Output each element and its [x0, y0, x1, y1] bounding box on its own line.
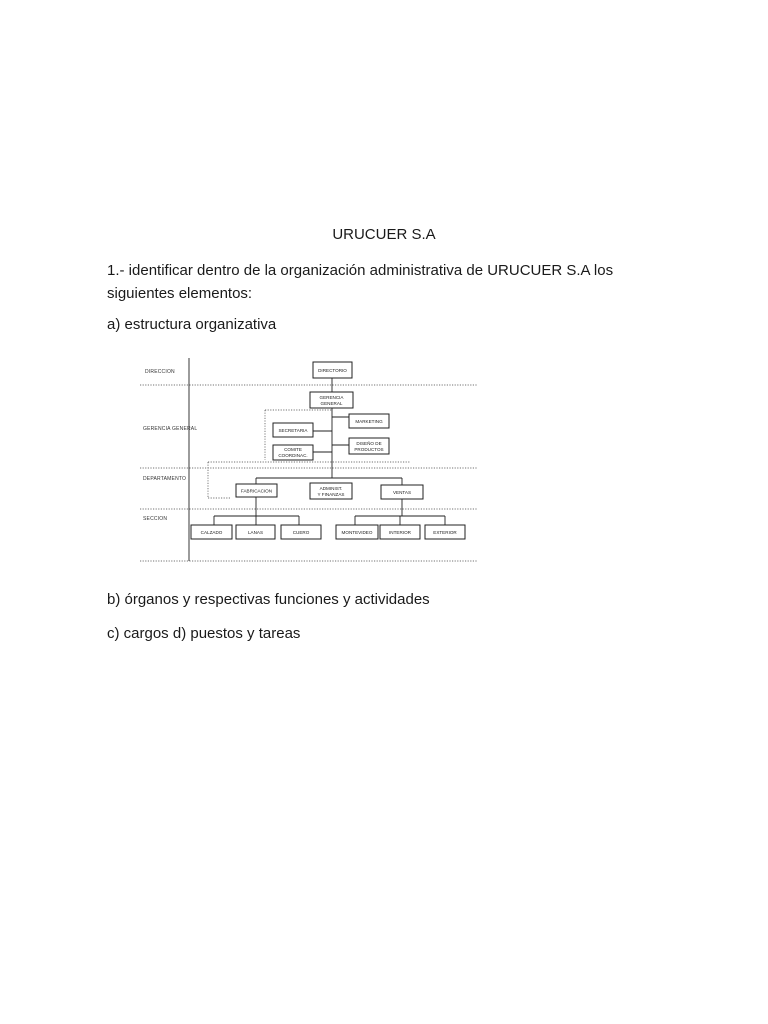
- node-gerencia-label-1: GERENCIA: [319, 395, 344, 400]
- node-diseno-productos: [349, 438, 389, 454]
- node-cuero: [281, 525, 321, 539]
- node-comite-label-1: COMITE: [284, 447, 302, 452]
- node-marketing: [349, 414, 389, 428]
- node-exterior-label: EXTERIOR: [433, 530, 457, 535]
- level-label-departamento: DEPARTAMENTO: [143, 476, 187, 482]
- level-label-direccion: DIRECCION: [145, 369, 175, 375]
- node-lanas-label: LANAS: [247, 530, 264, 535]
- node-interior-label: INTERIOR: [389, 530, 411, 535]
- node-secretaria: [273, 423, 313, 437]
- node-marketing-label: MARKETING: [355, 419, 383, 424]
- node-fabricacion-label: FABRICACION: [240, 488, 273, 494]
- node-gerencia-general: [310, 392, 353, 408]
- node-interior: [380, 525, 420, 539]
- node-diseno-label-2: PRODUCTOS: [354, 447, 384, 452]
- node-gerencia-label-2: GENERAL: [320, 401, 343, 406]
- node-directorio: [313, 362, 352, 378]
- org-chart-svg: [140, 352, 480, 564]
- node-exterior: [425, 525, 465, 539]
- node-directorio-label: DIRECTORIO: [318, 368, 347, 373]
- document-title: URUCUER S.A: [332, 226, 436, 243]
- node-diseno-label-1: DISEÑO DE: [356, 441, 382, 446]
- node-admin-finanzas: [310, 483, 352, 499]
- item-b: b) órganos y respectivas funciones y actividades: [107, 591, 430, 608]
- node-calzado-label: CALZADO: [200, 530, 223, 535]
- item-a: a) estructura organizativa: [107, 316, 277, 333]
- node-fabricacion: [236, 484, 277, 497]
- node-montevideo-label: MONTEVIDEO: [341, 530, 373, 535]
- node-comite-label-2: COORDINAC.: [278, 453, 308, 458]
- level-label-gerencia: GERENCIA GENERAL: [143, 426, 198, 432]
- node-admin-label-1: ADMINIST.: [319, 486, 343, 491]
- node-ventas-label: VENTAS: [392, 490, 412, 495]
- node-ventas: [381, 485, 423, 499]
- item-c: c) cargos d) puestos y tareas: [107, 625, 301, 642]
- question-intro: 1.- identificar dentro de la organización administrativa de URUCUER S.A los siguientes elementos:: [107, 262, 614, 302]
- node-calzado: [191, 525, 232, 539]
- level-label-seccion: SECCION: [143, 516, 168, 522]
- node-secretaria-label: SECRETARIA: [278, 428, 308, 433]
- node-admin-label-2: Y FINANZAS: [317, 492, 345, 497]
- node-cuero-label: CUERO: [292, 530, 310, 535]
- node-lanas: [236, 525, 275, 539]
- node-montevideo: [336, 525, 378, 539]
- org-chart-figure: [140, 352, 480, 564]
- node-comite-coordinac: [273, 445, 313, 460]
